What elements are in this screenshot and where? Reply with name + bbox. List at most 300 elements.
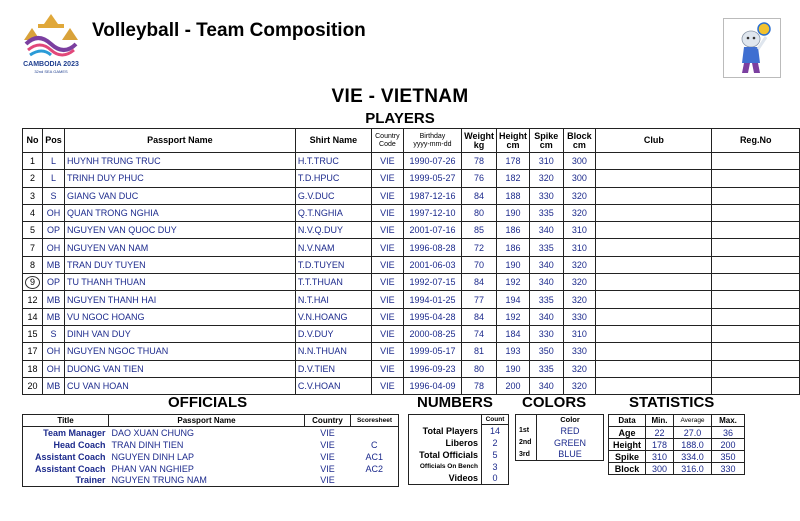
stat-label: Block (609, 463, 646, 475)
mascot-image (723, 18, 781, 78)
stat-max: 350 (712, 451, 745, 463)
header-weight (462, 129, 497, 153)
player-club (596, 274, 712, 291)
player-reg-no (712, 274, 800, 291)
stat-max: 330 (712, 463, 745, 475)
statistics-row (609, 427, 745, 439)
player-country: VIE (371, 274, 403, 291)
player-passport-name: GIANG VAN DUC (64, 187, 295, 204)
player-reg-no (712, 256, 800, 273)
player-reg-no (712, 222, 800, 239)
official-country: VIE (320, 427, 335, 438)
player-height: 194 (496, 291, 529, 308)
player-club (596, 187, 712, 204)
official-name: NGUYEN TRUNG NAM (111, 475, 207, 486)
player-no: 7 (23, 239, 43, 256)
player-spike: 340 (529, 256, 563, 273)
player-club (596, 377, 712, 394)
player-height: 182 (496, 170, 529, 187)
mascot-icon (724, 19, 780, 77)
player-birthday: 2001-06-03 (403, 256, 461, 273)
player-reg-no (712, 343, 800, 360)
header-no: No (23, 129, 43, 153)
player-pos: L (43, 170, 65, 187)
header-spike-line1: Spike (534, 130, 559, 141)
player-row (23, 153, 800, 170)
colors-header-color: Color (560, 415, 580, 425)
player-spike: 330 (529, 325, 563, 342)
official-name: PHAN VAN NGHIEP (111, 463, 194, 474)
player-reg-no (712, 308, 800, 325)
player-block: 310 (563, 325, 596, 342)
stat-max: 200 (712, 439, 745, 451)
header-pos: Pos (43, 129, 65, 153)
player-row (23, 170, 800, 187)
stat-average: 316.0 (674, 463, 712, 475)
header-country-line1: Country (375, 132, 400, 140)
player-reg-no (712, 170, 800, 187)
player-birthday: 1992-07-15 (403, 274, 461, 291)
header-block-line2: cm (572, 139, 586, 150)
numbers-label: Liberos (445, 437, 478, 448)
player-spike: 320 (529, 170, 563, 187)
player-country: VIE (371, 187, 403, 204)
player-club (596, 308, 712, 325)
player-country: VIE (371, 239, 403, 256)
player-reg-no (712, 239, 800, 256)
player-no: 14 (23, 308, 43, 325)
officials-header-title: Title (23, 415, 109, 427)
player-country: VIE (371, 291, 403, 308)
player-pos: MB (43, 256, 65, 273)
colors-body (516, 425, 604, 461)
player-pos: MB (43, 377, 65, 394)
player-shirt-name: G.V.DUC (295, 187, 371, 204)
header-country-code (371, 129, 403, 153)
stat-min: 310 (646, 451, 674, 463)
player-club (596, 256, 712, 273)
player-pos: L (43, 153, 65, 170)
player-weight: 77 (462, 291, 497, 308)
numbers-label: Officials On Bench (419, 463, 478, 470)
header-spike-line2: cm (539, 139, 553, 150)
player-shirt-name: N.T.HAI (295, 291, 371, 308)
player-height: 186 (496, 239, 529, 256)
player-row (23, 291, 800, 308)
stat-min: 300 (646, 463, 674, 475)
player-passport-name: TU THANH THUAN (64, 274, 295, 291)
player-spike: 330 (529, 187, 563, 204)
official-role: Head Coach (53, 439, 106, 450)
player-no: 17 (23, 343, 43, 360)
player-spike: 335 (529, 291, 563, 308)
player-club (596, 239, 712, 256)
player-shirt-name: D.V.DUY (295, 325, 371, 342)
player-no-circled: 9 (25, 276, 40, 289)
player-block: 310 (563, 239, 596, 256)
player-height: 184 (496, 325, 529, 342)
player-pos: MB (43, 291, 65, 308)
player-passport-name: TRAN DUY TUYEN (64, 256, 295, 273)
numbers-count: 14 (482, 425, 509, 437)
official-scoresheet: AC1 (365, 451, 383, 462)
player-birthday: 1996-09-23 (403, 360, 461, 377)
sea-games-logo (18, 10, 84, 78)
player-passport-name: NGUYEN THANH HAI (64, 291, 295, 308)
player-passport-name: NGUYEN VAN QUOC DUY (64, 222, 295, 239)
numbers-table (408, 414, 509, 485)
player-reg-no (712, 204, 800, 221)
player-shirt-name: D.V.TIEN (295, 360, 371, 377)
player-height: 190 (496, 360, 529, 377)
player-weight: 72 (462, 239, 497, 256)
statistics-header-row (609, 415, 745, 427)
player-reg-no (712, 360, 800, 377)
player-no: 12 (23, 291, 43, 308)
stat-max: 36 (712, 427, 745, 439)
player-country: VIE (371, 222, 403, 239)
player-birthday: 1990-07-26 (403, 153, 461, 170)
players-section-title: PLAYERS (365, 110, 435, 127)
player-row (23, 377, 800, 394)
player-birthday: 1997-12-10 (403, 204, 461, 221)
color-order: 2nd (516, 437, 537, 449)
player-no: 1 (23, 153, 43, 170)
player-country: VIE (371, 360, 403, 377)
page-title: Volleyball - Team Composition (92, 20, 366, 41)
player-spike: 340 (529, 274, 563, 291)
official-name: TRAN DINH TIEN (111, 439, 184, 450)
player-shirt-name: Q.T.NGHIA (295, 204, 371, 221)
player-club (596, 343, 712, 360)
team-title: VIE - VIETNAM (331, 86, 469, 107)
player-block: 320 (563, 291, 596, 308)
player-no: 2 (23, 170, 43, 187)
players-body (23, 153, 800, 395)
stat-min: 22 (646, 427, 674, 439)
player-weight: 80 (462, 360, 497, 377)
header-height (496, 129, 529, 153)
header-height-line1: Height (498, 130, 527, 141)
numbers-body (409, 425, 509, 485)
numbers-count: 5 (482, 449, 509, 461)
official-country: VIE (320, 439, 335, 450)
stat-label: Age (609, 427, 646, 439)
player-country: VIE (371, 170, 403, 187)
player-birthday: 2000-08-25 (403, 325, 461, 342)
color-row (516, 449, 604, 461)
player-spike: 340 (529, 308, 563, 325)
player-pos: OH (43, 343, 65, 360)
player-country: VIE (371, 343, 403, 360)
player-shirt-name: N.V.NAM (295, 239, 371, 256)
numbers-label: Videos (448, 473, 478, 484)
player-row (23, 187, 800, 204)
player-weight: 84 (462, 308, 497, 325)
player-height: 192 (496, 308, 529, 325)
header-block-line1: Block (567, 130, 592, 141)
stats-header-max: Max. (712, 415, 745, 427)
statistics-row (609, 439, 745, 451)
player-country: VIE (371, 204, 403, 221)
stats-header-min: Min. (646, 415, 674, 427)
player-no: 15 (23, 325, 43, 342)
numbers-count: 0 (482, 473, 509, 485)
header-birthday-line1: Birthday (419, 132, 446, 140)
player-shirt-name: N.N.THUAN (295, 343, 371, 360)
official-country: VIE (320, 451, 335, 462)
header-block (563, 129, 596, 153)
numbers-row (409, 425, 509, 437)
player-weight: 85 (462, 222, 497, 239)
player-block: 320 (563, 204, 596, 221)
player-weight: 81 (462, 343, 497, 360)
player-shirt-name: H.T.TRUC (295, 153, 371, 170)
stat-average: 27.0 (674, 427, 712, 439)
player-row (23, 360, 800, 377)
official-role: Assistant Coach (34, 451, 106, 462)
header-birthday-line2: yyyy-mm-dd (413, 140, 452, 148)
player-no: 18 (23, 360, 43, 377)
page-header (0, 0, 800, 80)
player-spike: 340 (529, 377, 563, 394)
official-row (23, 439, 399, 451)
player-no: 5 (23, 222, 43, 239)
player-passport-name: TRINH DUY PHUC (64, 170, 295, 187)
player-height: 192 (496, 274, 529, 291)
official-row (23, 427, 399, 439)
numbers-label: Total Players (422, 425, 478, 436)
stat-average: 188.0 (674, 439, 712, 451)
colors-header-row (516, 415, 604, 425)
numbers-header-count: Count (482, 415, 509, 425)
official-role: Team Manager (43, 427, 106, 438)
player-country: VIE (371, 377, 403, 394)
player-pos: S (43, 187, 65, 204)
officials-header-country: Country (305, 415, 351, 427)
player-passport-name: NGUYEN NGOC THUAN (64, 343, 295, 360)
player-reg-no (712, 291, 800, 308)
header-weight-line2: kg (473, 139, 485, 150)
official-scoresheet: AC2 (365, 463, 383, 474)
officials-table (22, 414, 399, 487)
player-block: 300 (563, 170, 596, 187)
official-scoresheet: C (371, 439, 378, 450)
colors-title: COLORS (522, 394, 587, 411)
player-spike: 335 (529, 204, 563, 221)
color-value: GREEN (553, 437, 586, 448)
player-passport-name: DUONG VAN TIEN (64, 360, 295, 377)
colors-table (515, 414, 604, 461)
player-weight: 78 (462, 153, 497, 170)
numbers-label: Total Officials (419, 449, 478, 460)
player-pos: OH (43, 239, 65, 256)
player-passport-name: HUYNH TRUNG TRUC (64, 153, 295, 170)
player-row (23, 204, 800, 221)
numbers-row (409, 437, 509, 449)
player-reg-no (712, 377, 800, 394)
player-spike: 310 (529, 153, 563, 170)
player-birthday: 1995-04-28 (403, 308, 461, 325)
player-country: VIE (371, 256, 403, 273)
player-club (596, 153, 712, 170)
player-row (23, 274, 800, 291)
header-spike (529, 129, 563, 153)
official-role: Trainer (75, 475, 106, 486)
player-pos: OP (43, 222, 65, 239)
player-birthday: 1999-05-17 (403, 343, 461, 360)
player-country: VIE (371, 308, 403, 325)
player-birthday: 1999-05-27 (403, 170, 461, 187)
player-weight: 78 (462, 377, 497, 394)
header-passport-name: Passport Name (64, 129, 295, 153)
player-no: 4 (23, 204, 43, 221)
header-height-line2: cm (506, 139, 520, 150)
player-block: 330 (563, 308, 596, 325)
player-pos: MB (43, 308, 65, 325)
numbers-header-row (409, 415, 509, 425)
stat-label: Spike (609, 451, 646, 463)
player-shirt-name: T.D.TUYEN (295, 256, 371, 273)
numbers-row (409, 461, 509, 473)
player-passport-name: CU VAN HOAN (64, 377, 295, 394)
official-row (23, 451, 399, 463)
players-table (22, 128, 800, 395)
player-block: 330 (563, 343, 596, 360)
player-weight: 84 (462, 187, 497, 204)
header-weight-line1: Weight (464, 130, 494, 141)
player-no: 20 (23, 377, 43, 394)
officials-header-row (23, 415, 399, 427)
player-birthday: 2001-07-16 (403, 222, 461, 239)
stat-min: 178 (646, 439, 674, 451)
header-shirt-name: Shirt Name (295, 129, 371, 153)
color-order: 3rd (516, 449, 537, 461)
colors-header-blank (516, 415, 537, 425)
officials-title: OFFICIALS (168, 394, 248, 411)
numbers-row (409, 449, 509, 461)
player-block: 300 (563, 153, 596, 170)
player-block: 320 (563, 274, 596, 291)
player-no: 8 (23, 256, 43, 273)
stats-header-data: Data (609, 415, 646, 427)
stat-label: Height (609, 439, 646, 451)
player-passport-name: VU NGOC HOANG (64, 308, 295, 325)
players-header-row (23, 129, 800, 153)
header-country-line2: Code (379, 140, 396, 148)
statistics-body (609, 427, 745, 475)
logo-text: CAMBODIA 2023 (23, 61, 79, 68)
numbers-header-blank (409, 415, 482, 425)
player-club (596, 325, 712, 342)
color-row (516, 425, 604, 437)
player-shirt-name: T.D.HPUC (295, 170, 371, 187)
official-country: VIE (320, 475, 335, 486)
player-row (23, 325, 800, 342)
player-height: 200 (496, 377, 529, 394)
player-spike: 350 (529, 343, 563, 360)
logo-subtext: 32nd SEA GAMES (34, 69, 68, 74)
player-block: 320 (563, 256, 596, 273)
color-value: BLUE (558, 449, 582, 460)
player-passport-name: NGUYEN VAN NAM (64, 239, 295, 256)
stat-average: 334.0 (674, 451, 712, 463)
player-club (596, 204, 712, 221)
player-height: 190 (496, 256, 529, 273)
official-scoresheet (351, 427, 399, 439)
player-spike: 340 (529, 222, 563, 239)
player-club (596, 222, 712, 239)
player-height: 190 (496, 204, 529, 221)
statistics-row (609, 451, 745, 463)
official-role: Assistant Coach (34, 463, 106, 474)
player-row (23, 222, 800, 239)
official-name: DAO XUAN CHUNG (111, 427, 195, 438)
player-height: 178 (496, 153, 529, 170)
player-club (596, 170, 712, 187)
player-block: 320 (563, 187, 596, 204)
player-pos: OH (43, 204, 65, 221)
official-name: NGUYEN DINH LAP (111, 451, 195, 462)
header-birthday (403, 129, 461, 153)
player-weight: 76 (462, 170, 497, 187)
stats-header-average: Average (674, 415, 712, 427)
header-reg-no: Reg.No (712, 129, 800, 153)
player-passport-name: QUAN TRONG NGHIA (64, 204, 295, 221)
officials-body (23, 427, 399, 487)
numbers-count: 2 (482, 437, 509, 449)
numbers-count: 3 (482, 461, 509, 473)
player-shirt-name: T.T.THUAN (295, 274, 371, 291)
color-row (516, 437, 604, 449)
player-row (23, 343, 800, 360)
header-club: Club (596, 129, 712, 153)
player-height: 188 (496, 187, 529, 204)
player-row (23, 256, 800, 273)
player-birthday: 1996-08-28 (403, 239, 461, 256)
numbers-row (409, 473, 509, 485)
player-block: 310 (563, 222, 596, 239)
player-birthday: 1996-04-09 (403, 377, 461, 394)
numbers-title: NUMBERS (417, 394, 493, 411)
player-pos: S (43, 325, 65, 342)
player-weight: 84 (462, 274, 497, 291)
player-height: 186 (496, 222, 529, 239)
player-shirt-name: V.N.HOANG (295, 308, 371, 325)
player-block: 320 (563, 360, 596, 377)
official-row (23, 463, 399, 475)
player-row (23, 308, 800, 325)
color-order: 1st (516, 425, 537, 437)
color-value: RED (560, 425, 580, 436)
player-shirt-name: N.V.Q.DUY (295, 222, 371, 239)
player-reg-no (712, 187, 800, 204)
player-country: VIE (371, 325, 403, 342)
player-weight: 80 (462, 204, 497, 221)
player-weight: 74 (462, 325, 497, 342)
player-passport-name: DINH VAN DUY (64, 325, 295, 342)
official-row (23, 475, 399, 487)
player-no (23, 274, 43, 291)
player-block: 320 (563, 377, 596, 394)
player-pos: OP (43, 274, 65, 291)
player-reg-no (712, 325, 800, 342)
statistics-table (608, 414, 745, 475)
player-spike: 335 (529, 360, 563, 377)
player-reg-no (712, 153, 800, 170)
player-weight: 70 (462, 256, 497, 273)
player-no: 3 (23, 187, 43, 204)
